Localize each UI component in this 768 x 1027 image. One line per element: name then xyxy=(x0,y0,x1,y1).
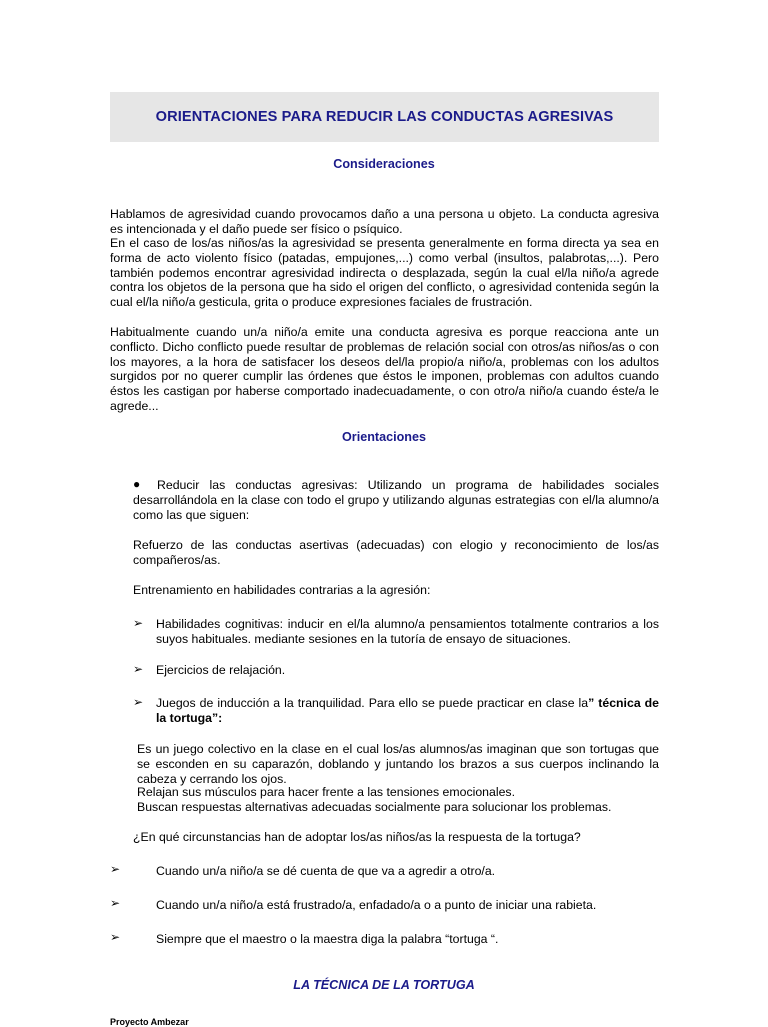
tecnica-tortuga-label: ” técnica de la tortuga”: xyxy=(156,696,660,725)
section-heading-consideraciones: Consideraciones xyxy=(333,157,435,171)
paragraph-definition: Hablamos de agresividad cuando provocamos daño a una persona u objeto. La conducta agresiva es intencionada y el daño puede ser físico o psíquico. xyxy=(110,207,659,236)
arrow-bullet-icon: ➢ xyxy=(110,862,121,876)
list-item-when-agredir: Cuando un/a niño/a se dé cuenta de que va a agredir a otro/a. xyxy=(156,864,496,878)
title-banner xyxy=(110,92,659,142)
list-item-relajacion: Ejercicios de relajación. xyxy=(156,663,286,677)
section-heading-tecnica: LA TÉCNICA DE LA TORTUGA xyxy=(293,978,475,992)
bullet-icon: ● xyxy=(133,477,141,491)
document-title: ORIENTACIONES PARA REDUCIR LAS CONDUCTAS AGRESIVAS xyxy=(155,109,614,125)
arrow-bullet-icon: ➢ xyxy=(110,896,121,910)
arrow-bullet-icon: ➢ xyxy=(133,695,144,709)
list-item-juegos xyxy=(156,696,659,726)
paragraph-tortuga-relax: Relajan sus músculos para hacer frente a las tensiones emocionales. xyxy=(137,785,515,799)
bullet-reducir: Reducir las conductas agresivas: Utilizando un programa de habilidades sociales desarrollándola en la clase con todo el grupo y utilizando algunas estrategias con el/la alumno/a como las que siguen: xyxy=(133,478,659,522)
paragraph-tortuga-respuestas: Buscan respuestas alternativas adecuadas socialmente para solucionar los problemas. xyxy=(137,800,612,814)
arrow-bullet-icon: ➢ xyxy=(110,930,121,944)
list-item-when-frustrado: Cuando un/a niño/a está frustrado/a, enfadado/a o a punto de iniciar una rabieta. xyxy=(156,898,597,912)
arrow-bullet-icon: ➢ xyxy=(133,616,144,630)
paragraph-forms: En el caso de los/as niños/as la agresividad se presenta generalmente en forma directa ya sea en forma de acto violento físico (patadas, empujones,...) como verbal (insultos, palabrotas,...). Pero también podemos encontrar agresividad indirecta o desplazada, según la cual el/la niño/a agrede contra los objetos de la persona que ha sido el origen del conflicto, o agresividad contenida según la cual el/la niño/a gesticula, grita o produce expresiones faciales de frustración. xyxy=(110,236,659,310)
paragraph-tortuga-description: Es un juego colectivo en la clase en el cual los/as alumnos/as imaginan que son tortugas que se esconden en su caparazón, doblando y juntando los brazos a sus cuerpos inclinando la cabeza y cerrando los ojos. xyxy=(137,742,659,786)
list-item-habilidades: Habilidades cognitivas: inducir en el/la alumno/a pensamientos totalmente contrarios a los suyos habituales. mediante sesiones en la tutoría de ensayo de situaciones. xyxy=(156,617,659,646)
list-item-when-maestro: Siempre que el maestro o la maestra diga la palabra “tortuga “. xyxy=(156,932,499,946)
section-heading-orientaciones: Orientaciones xyxy=(342,430,426,444)
paragraph-question: ¿En qué circunstancias han de adoptar los/as niños/as la respuesta de la tortuga? xyxy=(133,830,581,844)
arrow-bullet-icon: ➢ xyxy=(133,662,144,676)
footer-project-name: Proyecto Ambezar xyxy=(110,1017,189,1027)
juegos-text: Juegos de inducción a la tranquilidad. Para ello se puede practicar en clase la xyxy=(156,696,589,710)
paragraph-conflict: Habitualmente cuando un/a niño/a emite una conducta agresiva es porque reacciona ante un conflicto. Dicho conflicto puede resultar de problemas de relación social con otros/as niños/as o con los mayores, a la hora de satisfacer los deseos del/la propio/a niño/a, problemas con los adultos surgidos por no querer cumplir las órdenes que éstos le imponen, problemas con adultos cuando éstos les castigan por haberse comportado inadecuadamente, o con otro/a niño/a cuando éste/a le agrede... xyxy=(110,325,659,413)
paragraph-entrenamiento: Entrenamiento en habilidades contrarias a la agresión: xyxy=(133,583,431,597)
paragraph-refuerzo: Refuerzo de las conductas asertivas (adecuadas) con elogio y reconocimiento de los/as compañeros/as. xyxy=(133,538,659,567)
